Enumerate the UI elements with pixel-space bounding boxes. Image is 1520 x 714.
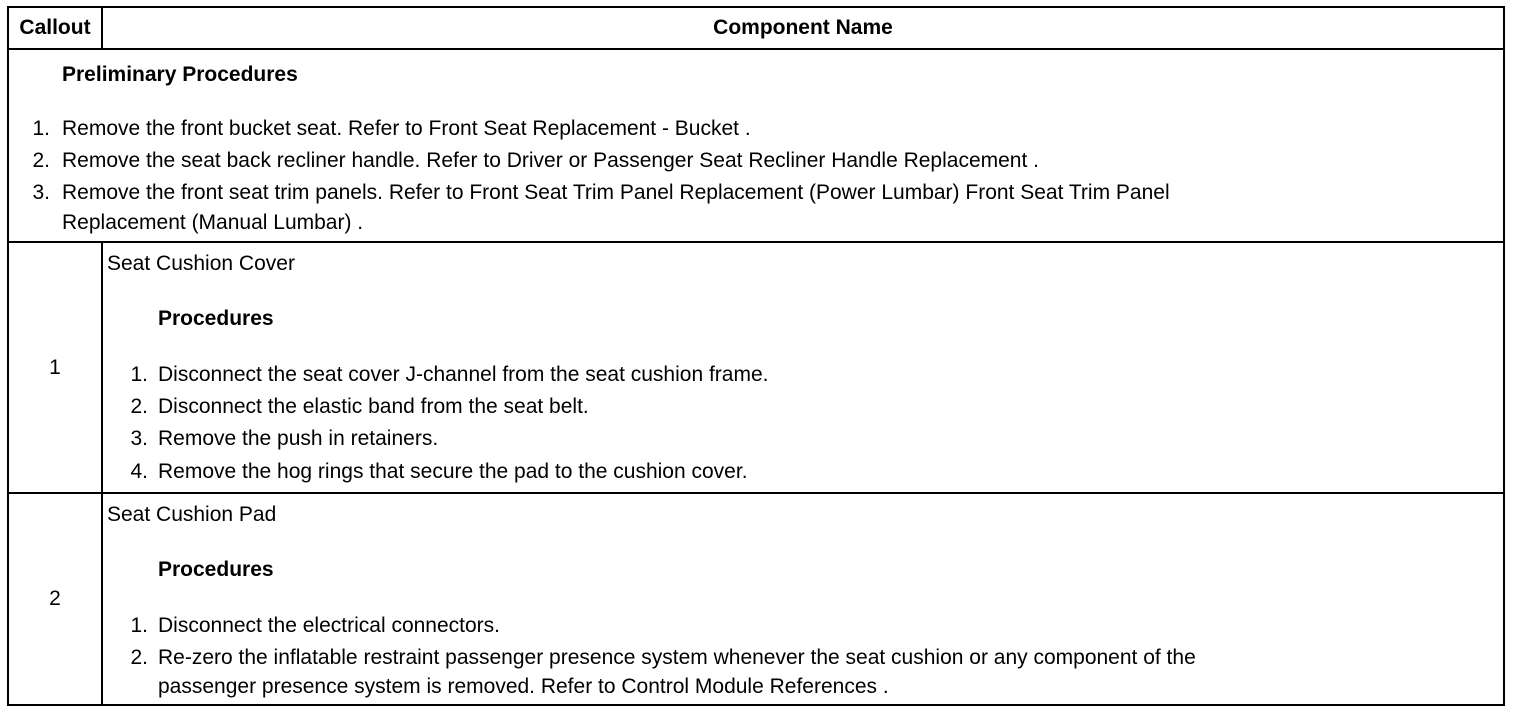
component-name: Seat Cushion Pad <box>107 503 277 526</box>
component-name: Seat Cushion Cover <box>107 252 295 275</box>
table-row <box>9 243 1503 494</box>
callout-cell: 1 <box>9 243 103 492</box>
step-number: 4. <box>130 460 148 483</box>
preliminary-step-3-continued: Replacement (Manual Lumbar) . <box>62 211 364 234</box>
preliminary-step-2: Remove the seat back recliner handle. Refer to Driver or Passenger Seat Recliner Handle Replacement . <box>62 149 1039 172</box>
step-number: 1. <box>32 117 50 140</box>
step-number: 1. <box>130 614 148 637</box>
preliminary-step-1: Remove the front bucket seat. Refer to Front Seat Replacement - Bucket . <box>62 117 751 140</box>
procedure-step: Disconnect the electrical connectors. <box>158 614 500 637</box>
preliminary-procedures-row <box>9 50 1503 243</box>
step-number: 2. <box>130 395 148 418</box>
procedure-step: Re-zero the inflatable restraint passenger presence system whenever the seat cushion or any component of the <box>158 646 1196 669</box>
step-number: 3. <box>130 427 148 450</box>
procedures-title: Procedures <box>158 307 274 330</box>
procedures-title: Procedures <box>158 558 274 581</box>
preliminary-step-3: Remove the front seat trim panels. Refer to Front Seat Trim Panel Replacement (Power Lumbar) Front Seat Trim Panel <box>62 181 1170 204</box>
component-name-column-header: Component Name <box>713 16 893 39</box>
step-number: 1. <box>130 363 148 386</box>
procedure-step-continued: passenger presence system is removed. Refer to Control Module References . <box>158 675 889 698</box>
step-number: 2. <box>32 149 50 172</box>
table-row <box>9 494 1503 704</box>
callout-cell: 2 <box>9 494 103 704</box>
procedure-step: Disconnect the elastic band from the seat belt. <box>158 395 589 418</box>
step-number: 2. <box>130 646 148 669</box>
table-header-row <box>9 8 1503 50</box>
component-cell <box>103 243 1503 492</box>
preliminary-procedures-title: Preliminary Procedures <box>62 63 298 86</box>
callout-column-header: Callout <box>9 8 103 48</box>
procedure-step: Remove the hog rings that secure the pad to the cushion cover. <box>158 460 748 483</box>
procedure-step: Disconnect the seat cover J-channel from the seat cushion frame. <box>158 363 769 386</box>
step-number: 3. <box>32 181 50 204</box>
component-cell <box>103 494 1503 704</box>
procedure-table <box>7 6 1505 706</box>
procedure-step: Remove the push in retainers. <box>158 427 439 450</box>
